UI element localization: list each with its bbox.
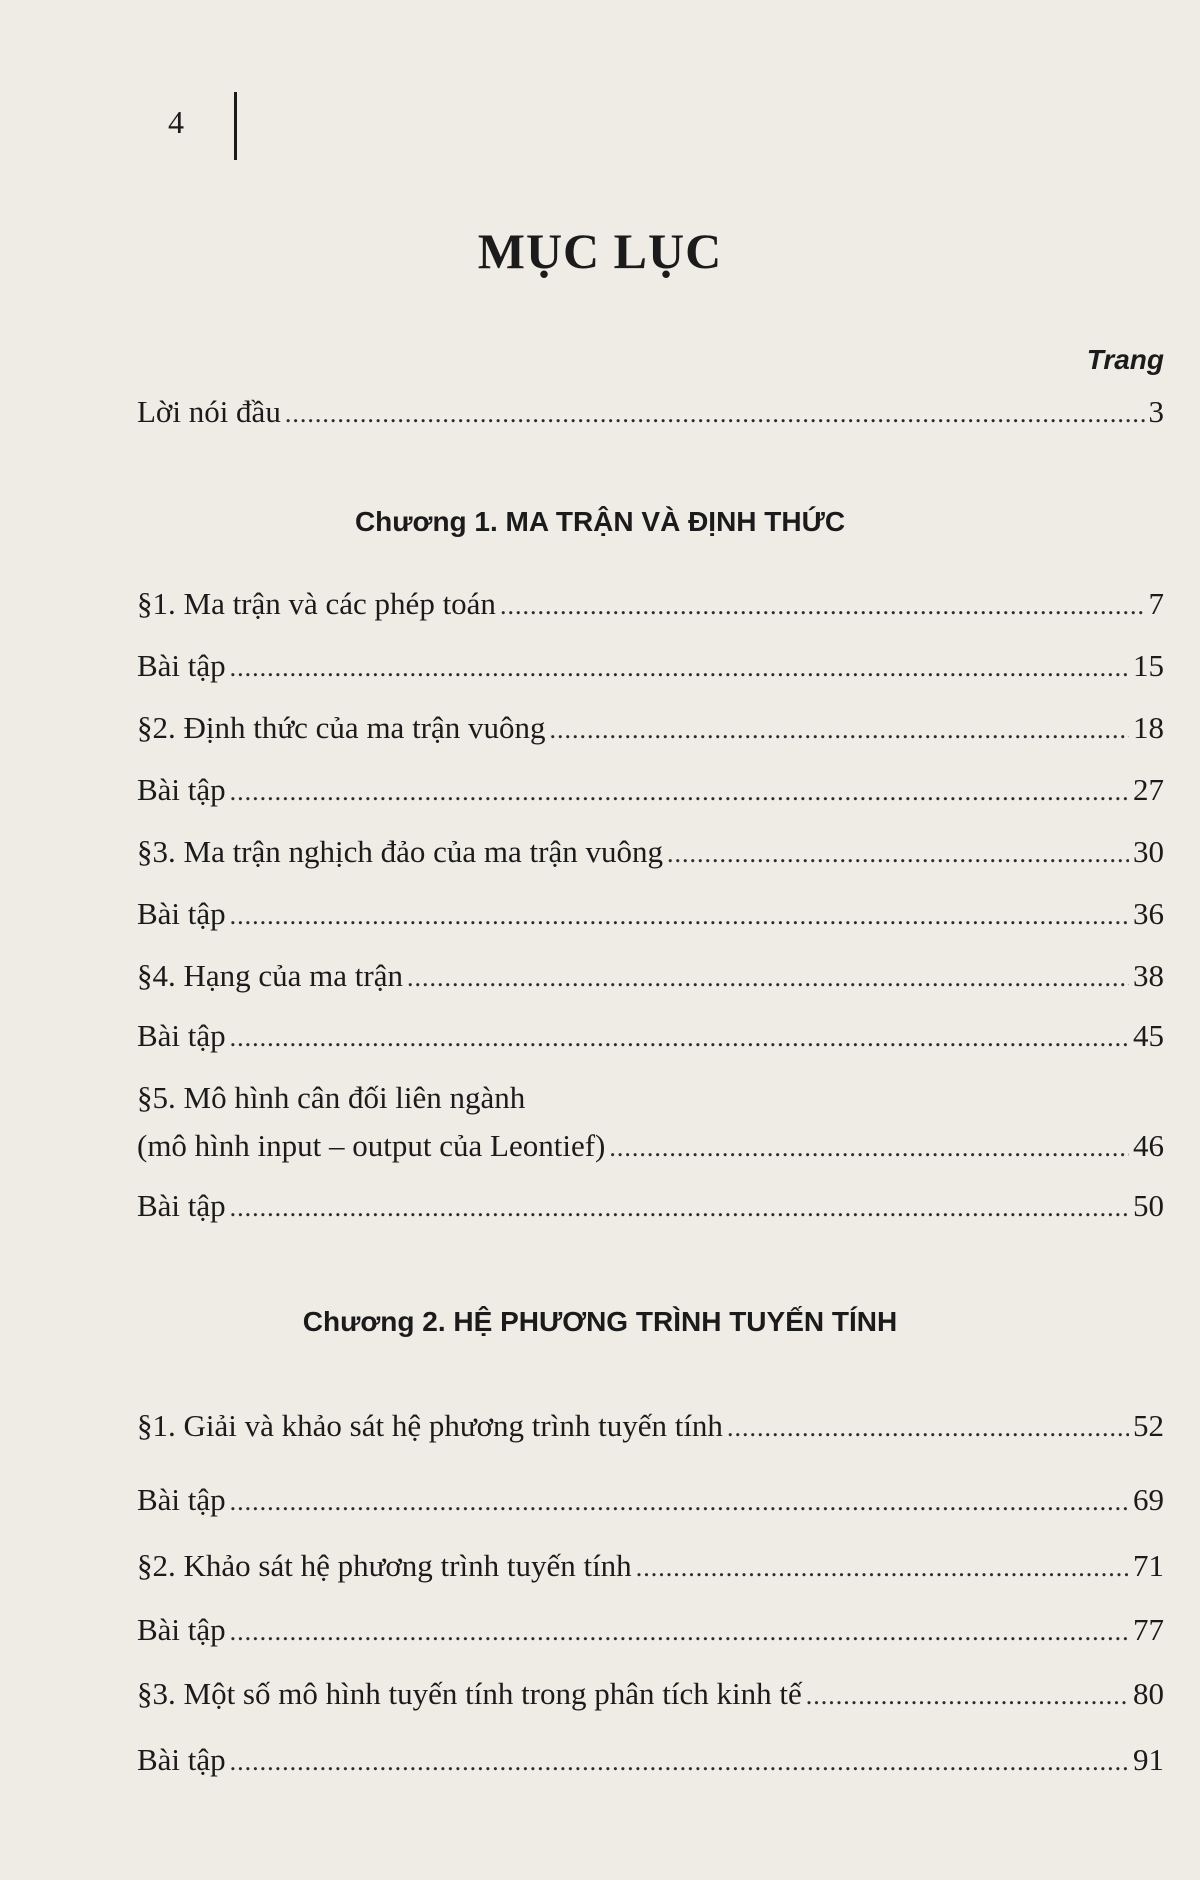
toc-entry xyxy=(137,1408,1164,1448)
dot-leader xyxy=(727,1413,1129,1443)
toc-entry-page: 38 xyxy=(1133,958,1164,993)
dot-leader xyxy=(500,591,1145,621)
toc-entry-preface xyxy=(137,394,1164,434)
toc-entry-label: §1. Ma trận và các phép toán xyxy=(137,586,496,621)
dot-leader xyxy=(609,1133,1129,1163)
toc-entry-page: 50 xyxy=(1133,1188,1164,1223)
toc-entry-page: 3 xyxy=(1148,394,1164,429)
toc-entry-label: Bài tập xyxy=(137,1742,226,1777)
dot-leader xyxy=(230,1617,1129,1647)
dot-leader xyxy=(636,1553,1129,1583)
toc-entry-label: §4. Hạng của ma trận xyxy=(137,958,403,993)
toc-entry-page: 91 xyxy=(1133,1742,1164,1777)
dot-leader xyxy=(285,399,1145,429)
toc-entry-page: 77 xyxy=(1133,1612,1164,1647)
toc-entry xyxy=(137,1018,1164,1058)
toc-entry-page: 46 xyxy=(1133,1128,1164,1163)
toc-entry xyxy=(137,1188,1164,1228)
toc-entry xyxy=(137,710,1164,750)
page-number-divider xyxy=(234,92,237,160)
toc-entry xyxy=(137,648,1164,688)
toc-entry-page: 80 xyxy=(1133,1676,1164,1711)
toc-entry-label: Bài tập xyxy=(137,1188,226,1223)
toc-entry xyxy=(137,1676,1164,1716)
toc-entry-label: Bài tập xyxy=(137,896,226,931)
toc-entry-page: 18 xyxy=(1133,710,1164,745)
toc-entry xyxy=(137,1128,1164,1168)
toc-entry-label: §2. Định thức của ma trận vuông xyxy=(137,710,546,745)
page-column-header: Trang xyxy=(1086,344,1164,375)
dot-leader xyxy=(550,715,1129,745)
toc-entry xyxy=(137,1482,1164,1522)
toc-entry-label: Bài tập xyxy=(137,648,226,683)
toc-entry-page: 71 xyxy=(1133,1548,1164,1583)
toc-entry-label: Bài tập xyxy=(137,1018,226,1053)
toc-entry xyxy=(137,1742,1164,1782)
dot-leader xyxy=(230,1193,1129,1223)
toc-entry-label: (mô hình input – output của Leontief) xyxy=(137,1128,606,1163)
toc-entry-page: 52 xyxy=(1133,1408,1164,1443)
toc-entry-label: Bài tập xyxy=(137,1612,226,1647)
page-title: MỤC LỤC xyxy=(477,223,723,279)
toc-entry xyxy=(137,1612,1164,1652)
toc-entry-label: §3. Ma trận nghịch đảo của ma trận vuông xyxy=(137,834,663,869)
toc-entry-label: §1. Giải và khảo sát hệ phương trình tuyến tính xyxy=(137,1408,723,1443)
toc-entry xyxy=(137,896,1164,936)
toc-entry xyxy=(137,1548,1164,1588)
toc-entry-label: Lời nói đầu xyxy=(137,394,281,429)
toc-entry-label: Bài tập xyxy=(137,1482,226,1517)
toc-entry-page: 69 xyxy=(1133,1482,1164,1517)
dot-leader xyxy=(230,1023,1129,1053)
toc-entry-page: 45 xyxy=(1133,1018,1164,1053)
toc-entry-page: 15 xyxy=(1133,648,1164,683)
dot-leader xyxy=(230,1747,1129,1777)
dot-leader xyxy=(806,1681,1129,1711)
toc-entry-page: 30 xyxy=(1133,834,1164,869)
toc-entry-page: 27 xyxy=(1133,772,1164,807)
dot-leader xyxy=(667,839,1129,869)
toc-entry xyxy=(137,958,1164,998)
toc-entry-page: 36 xyxy=(1133,896,1164,931)
dot-leader xyxy=(230,653,1129,683)
dot-leader xyxy=(230,1487,1129,1517)
toc-entry-section5-title: §5. Mô hình cân đối liên ngành xyxy=(137,1080,526,1115)
dot-leader xyxy=(407,963,1129,993)
toc-entry xyxy=(137,586,1164,626)
toc-entry-label: Bài tập xyxy=(137,772,226,807)
chapter-1-heading: Chương 1. MA TRẬN VÀ ĐỊNH THỨC xyxy=(354,506,846,537)
toc-entry xyxy=(137,834,1164,874)
toc-entry-label: §3. Một số mô hình tuyến tính trong phân tích kinh tế xyxy=(137,1676,802,1711)
toc-entry xyxy=(137,772,1164,812)
dot-leader xyxy=(230,901,1129,931)
chapter-2-heading: Chương 2. HỆ PHƯƠNG TRÌNH TUYẾN TÍNH xyxy=(302,1306,898,1337)
toc-entry-page: 7 xyxy=(1148,586,1164,621)
dot-leader xyxy=(230,777,1129,807)
page-number: 4 xyxy=(168,104,184,140)
toc-entry-label: §2. Khảo sát hệ phương trình tuyến tính xyxy=(137,1548,632,1583)
